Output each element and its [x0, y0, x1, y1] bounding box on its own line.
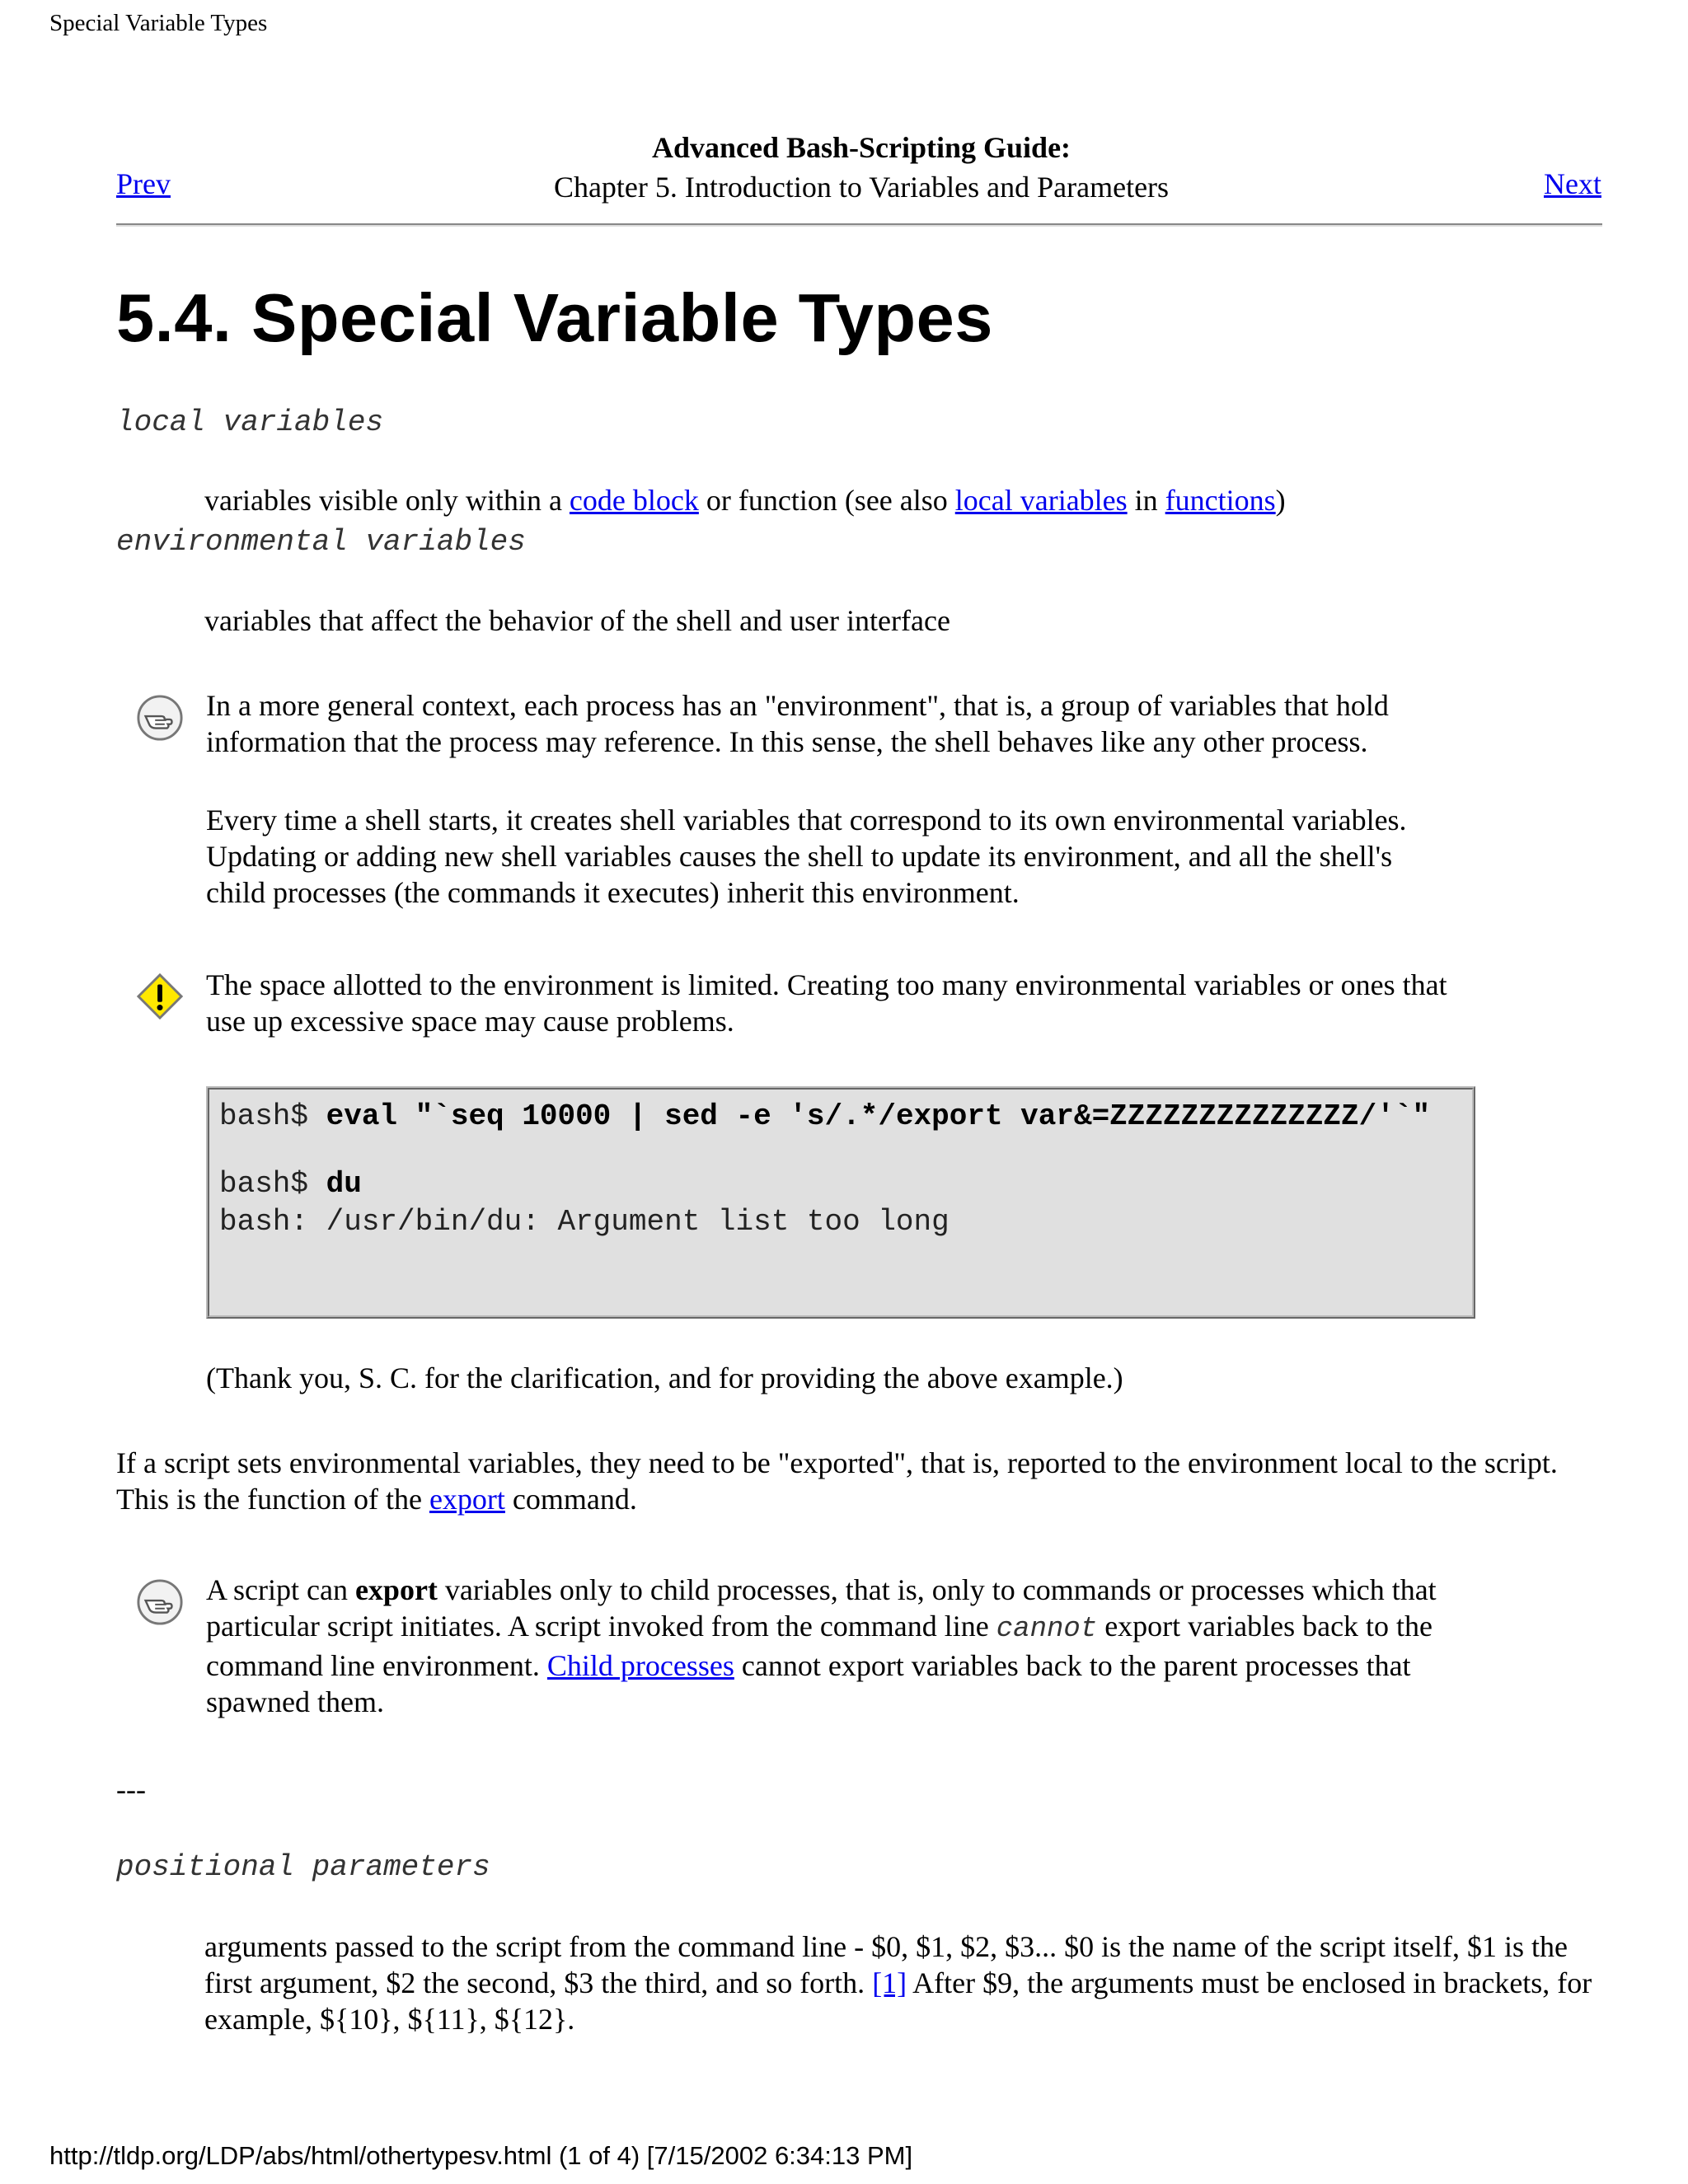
separator: ---: [116, 1773, 146, 1806]
code-line: [219, 1167, 362, 1201]
warning-text: The space allotted to the environment is limited. Creating too many environmental variables or ones that use up excessive space may cause problems.: [206, 968, 1447, 1038]
definition-text: arguments passed to the script from the command line - $0, $1, $2, $3... $0 is the name of the script itself, $1 is the first argument, $2 the second, $3 the third, and so forth.: [204, 1930, 1568, 1999]
definition-text: or function (see also: [698, 484, 955, 517]
note-hand-icon: [136, 1578, 184, 1626]
shell-prompt: bash$: [219, 1099, 326, 1133]
code-line: [219, 1099, 1430, 1133]
note-text: variables only to child processes, that is, only to commands or processes which that particular script initiates. A script invoked from the command line: [206, 1573, 1437, 1643]
definition-text: ): [1275, 484, 1286, 517]
paragraph-text: If a script sets environmental variables, they need to be "exported", that is, reported to the environment local to the script. This is the function of the: [116, 1446, 1558, 1516]
paragraph-text: command.: [504, 1483, 637, 1516]
thanks-note: (Thank you, S. C. for the clarification, and for providing the above example.): [206, 1361, 1123, 1394]
next-link[interactable]: Next: [1544, 167, 1601, 200]
note-paragraph: In a more general context, each process has an "environment", that is, a group of variables that hold information that the process may reference. In this sense, the shell behaves like any other process.: [206, 689, 1389, 758]
emphasis-cannot: cannot: [996, 1614, 1098, 1645]
print-header-title: Special Variable Types: [49, 10, 268, 36]
header-divider: [116, 223, 1602, 227]
note-paragraph: Every time a shell starts, it creates shell variables that correspond to its own environmental variables. Updating or adding new shell variables causes the shell to update its environment, and all the shell's child processes (the commands it executes) inherit this environment.: [206, 804, 1407, 909]
section-title: 5.4. Special Variable Types: [116, 279, 993, 356]
note-text: cannot export variables back to the parent processes that spawned them.: [206, 1649, 1411, 1718]
warning-icon: [136, 972, 184, 1020]
print-footer-url: http://tldp.org/LDP/abs/html/othertypesv.html (1 of 4) [7/15/2002 6:34:13 PM]: [49, 2141, 913, 2170]
functions-link[interactable]: functions: [1165, 484, 1276, 517]
shell-command: eval "`seq 10000 | sed -e 's/.*/export var&=ZZZZZZZZZZZZZZ/'`": [326, 1099, 1431, 1133]
term-positional-parameters: positional parameters: [116, 1850, 490, 1884]
definition-text: After $9, the arguments must be enclosed in brackets, for example, ${10}, ${11}, ${12}.: [204, 1966, 1592, 2036]
term-environmental-variables: environmental variables: [116, 525, 526, 559]
export-paragraph: [116, 1445, 1616, 1517]
code-output: bash: /usr/bin/du: Argument list too long: [219, 1205, 950, 1239]
term-local-variables: local variables: [116, 405, 384, 439]
definition-local-variables: [204, 482, 1647, 518]
child-processes-link[interactable]: Child processes: [546, 1649, 734, 1682]
prev-link[interactable]: Prev: [116, 167, 171, 200]
export-link[interactable]: export: [429, 1483, 505, 1516]
definition-environmental-variables: variables that affect the behavior of the shell and user interface: [204, 604, 950, 637]
shell-prompt: bash$: [219, 1167, 326, 1201]
emphasis-export: export: [354, 1573, 438, 1606]
definition-positional-parameters: [204, 1929, 1622, 2037]
footnote-link[interactable]: [1]: [872, 1966, 907, 1999]
definition-text: variables visible only within a: [204, 484, 570, 517]
note-text: export variables back to the command line environment.: [206, 1610, 1433, 1682]
note-text: A script can: [206, 1573, 355, 1606]
code-example: [206, 1086, 1475, 1319]
note-paragraph: [206, 1572, 1475, 1720]
guide-title: Advanced Bash-Scripting Guide:: [651, 131, 1071, 164]
code-block-link[interactable]: code block: [569, 484, 699, 517]
shell-command: du: [326, 1167, 362, 1201]
note-hand-icon: [136, 694, 184, 742]
chapter-title: Chapter 5. Introduction to Variables and Parameters: [553, 171, 1170, 204]
definition-text: in: [1127, 484, 1165, 517]
local-variables-link[interactable]: local variables: [954, 484, 1128, 517]
